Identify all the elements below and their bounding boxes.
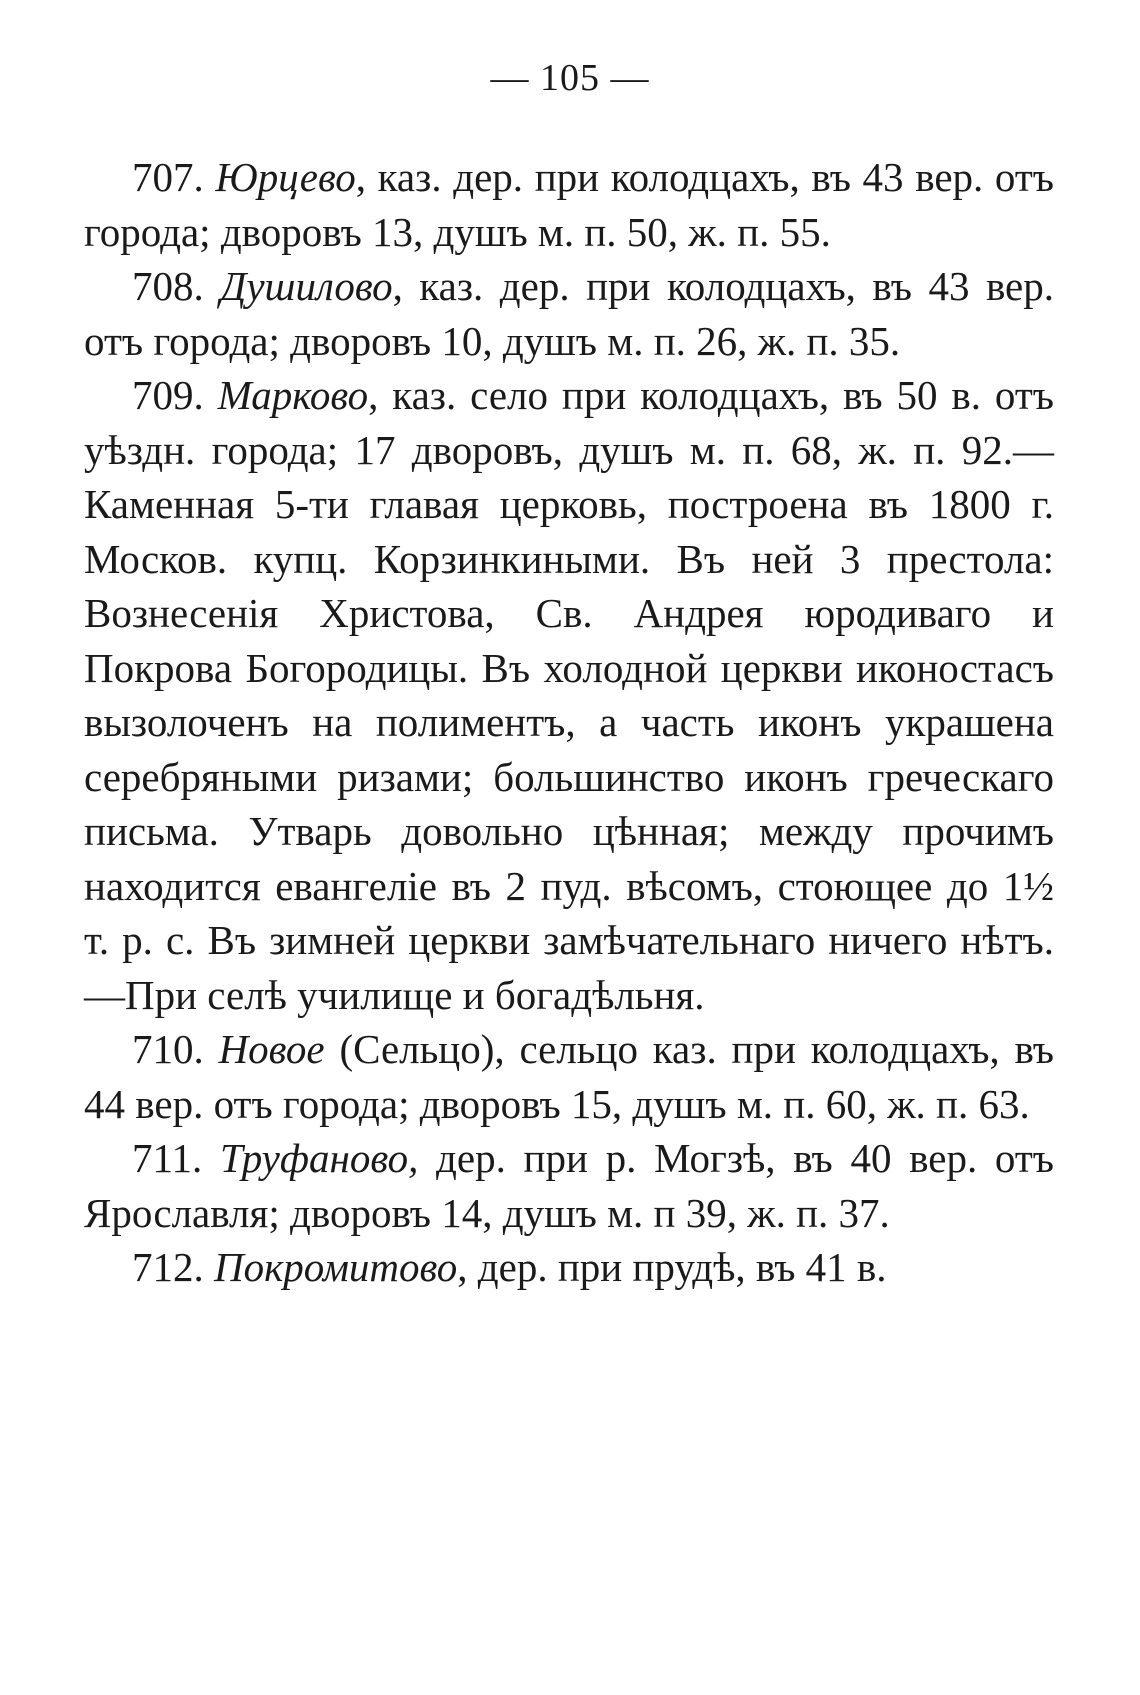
- entry-number: 707.: [132, 154, 204, 200]
- entry-711: [84, 1131, 1054, 1240]
- entry-number: 709.: [132, 372, 204, 418]
- place-name: Покромитово: [214, 1244, 458, 1290]
- entry-709: [84, 368, 1054, 1022]
- entry-number: 708.: [132, 263, 204, 309]
- entry-text: дер. при р. Могзѣ, въ 40 вер. отъ Ярославля; дворовъ 14, душъ м. п 39, ж. п. 37.: [84, 1135, 1054, 1236]
- entry-708: [84, 259, 1054, 368]
- text-column: [84, 150, 1054, 1295]
- entry-text: , каз. дер. при колодцахъ, въ 43 вер. отъ города; дворовъ 13, душъ м. п. 50, ж. п. 55.: [84, 154, 1055, 255]
- entry-number: 712.: [132, 1244, 204, 1290]
- place-name: Марково: [217, 372, 369, 418]
- entry-712: [84, 1240, 1054, 1295]
- entry-text: , каз. дер. при колодцахъ, въ 43 вер. отъ города; дворовъ 10, душъ м. п. 26, ж. п. 35.: [84, 263, 1055, 364]
- entry-number: 710.: [132, 1026, 204, 1072]
- entry-number: 711.: [132, 1135, 203, 1181]
- place-name: Юрцево: [215, 154, 356, 200]
- place-name: Труфаново,: [219, 1135, 419, 1181]
- place-name: Новое: [218, 1026, 325, 1072]
- entry-text: , каз. село при колодцахъ, въ 50 в. отъ уѣздн. города; 17 дворовъ, душъ м. п. 68, ж. п. 92.—Каменная 5-ти главая церковь, построена въ 1800 г. Москов. купц. Корзинкиными. Въ ней 3 престола: Вознесенія Христова, Св. Андрея юродиваго и Покрова Богородицы. Въ холодной церкви иконостасъ вызолоченъ на полиментъ, а часть иконъ украшена серебряными ризами; большинство иконъ греческаго письма. Утварь довольно цѣнная; между прочимъ находится евангеліе въ 2 пуд. вѣсомъ, стоющее до 1½ т. р. с. Въ зимней церкви замѣчательнаго ничего нѣтъ.—При селѣ училище и богадѣльня.: [84, 372, 1055, 1018]
- entry-710: [84, 1022, 1054, 1131]
- place-name: Душилово: [220, 263, 393, 309]
- page-number: — 105 —: [490, 57, 650, 99]
- entry-text: (Сельцо), сельцо каз. при колодцахъ, въ 44 вер. отъ города; дворовъ 15, душъ м. п. 60, ж. п. 63.: [84, 1026, 1055, 1127]
- entry-text: , дер. при прудѣ, въ 41 в.: [457, 1244, 887, 1290]
- entry-707: [84, 150, 1054, 259]
